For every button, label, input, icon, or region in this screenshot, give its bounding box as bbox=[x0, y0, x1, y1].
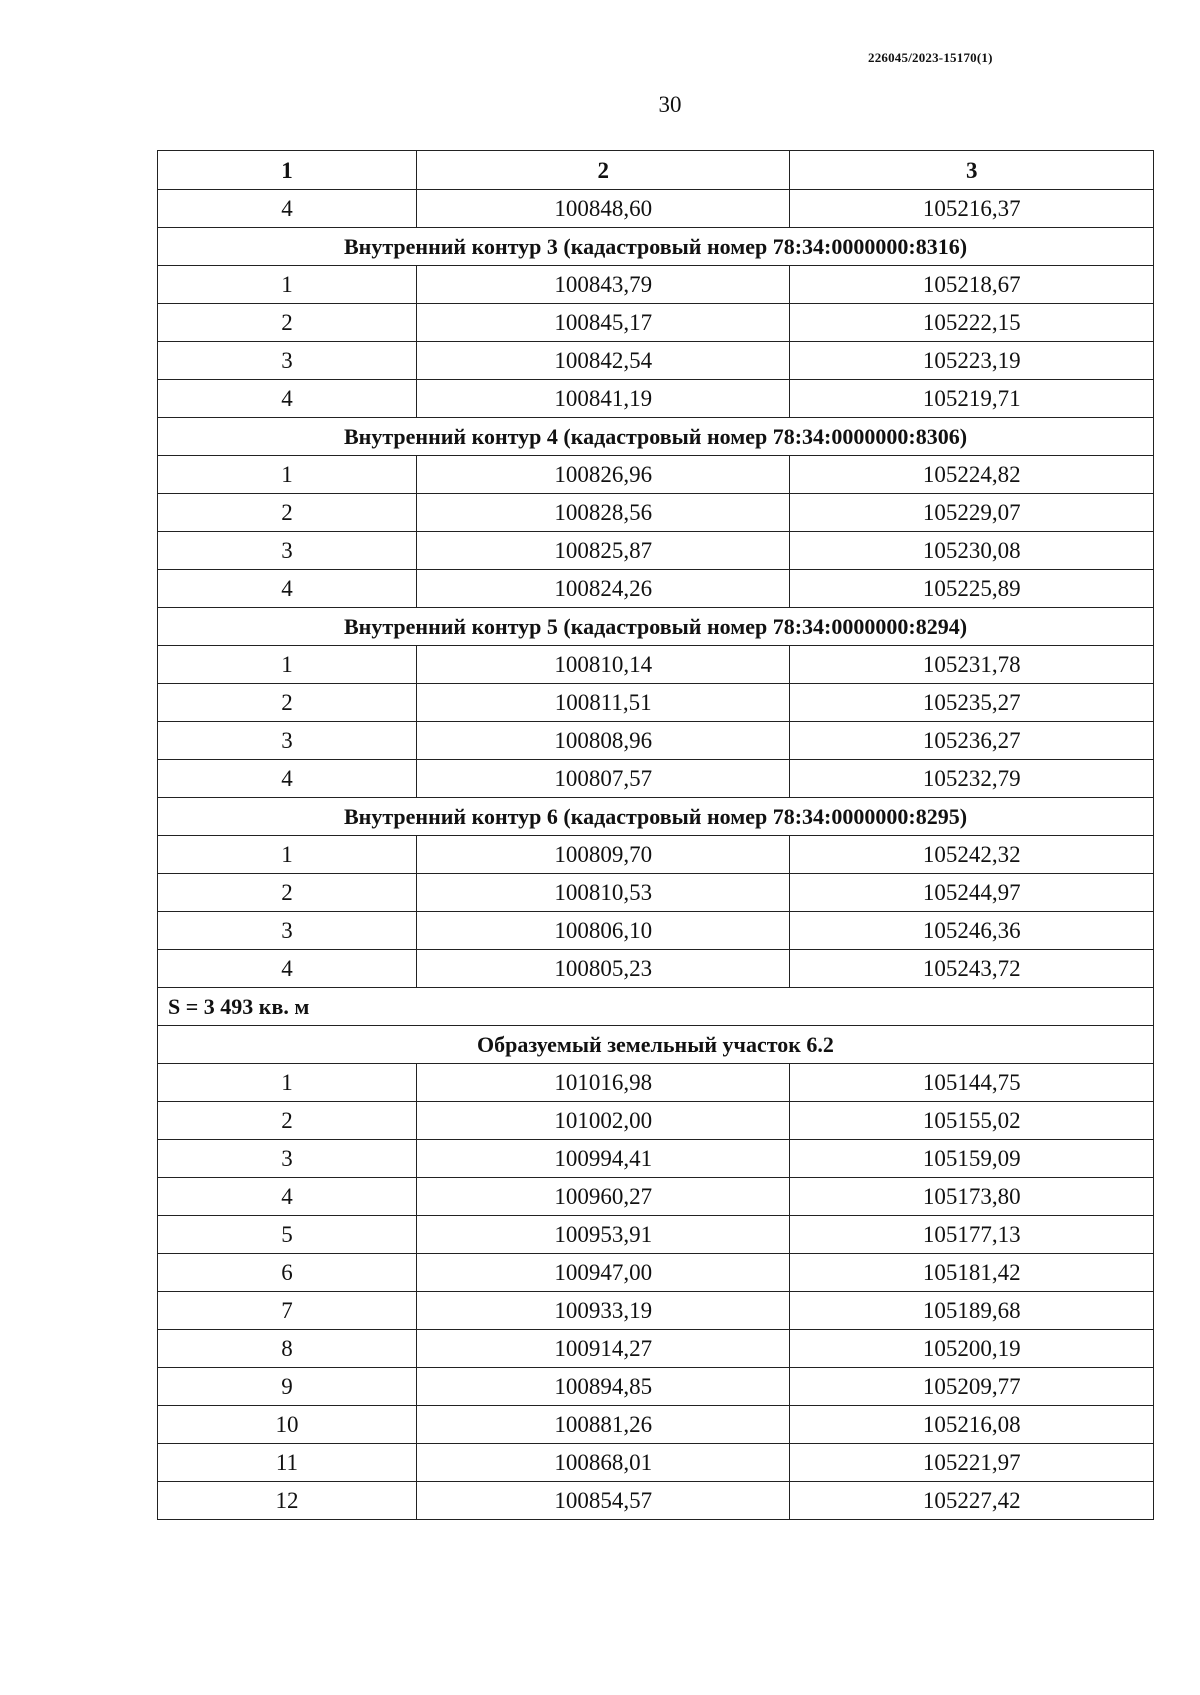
x-coordinate-cell: 100845,17 bbox=[416, 304, 790, 342]
table-row bbox=[158, 1254, 1154, 1292]
table-row bbox=[158, 532, 1154, 570]
x-coordinate-cell: 100881,26 bbox=[416, 1406, 790, 1444]
table-row bbox=[158, 1064, 1154, 1102]
table-row bbox=[158, 722, 1154, 760]
y-coordinate-cell: 105231,78 bbox=[790, 646, 1154, 684]
table-row bbox=[158, 342, 1154, 380]
y-coordinate-cell: 105232,79 bbox=[790, 760, 1154, 798]
y-coordinate-cell: 105236,27 bbox=[790, 722, 1154, 760]
coordinates-table-container bbox=[157, 150, 1154, 1520]
table-row bbox=[158, 1178, 1154, 1216]
point-number-cell: 5 bbox=[158, 1216, 417, 1254]
y-coordinate-cell: 105244,97 bbox=[790, 874, 1154, 912]
table-body bbox=[158, 190, 1154, 1520]
y-coordinate-cell: 105227,42 bbox=[790, 1482, 1154, 1520]
column-header-1: 1 bbox=[158, 151, 417, 190]
point-number-cell: 3 bbox=[158, 1140, 417, 1178]
y-coordinate-cell: 105216,08 bbox=[790, 1406, 1154, 1444]
column-header-2: 2 bbox=[416, 151, 790, 190]
point-number-cell: 10 bbox=[158, 1406, 417, 1444]
table-row bbox=[158, 950, 1154, 988]
y-coordinate-cell: 105200,19 bbox=[790, 1330, 1154, 1368]
x-coordinate-cell: 100828,56 bbox=[416, 494, 790, 532]
table-row bbox=[158, 304, 1154, 342]
table-row bbox=[158, 456, 1154, 494]
section-header-row bbox=[158, 608, 1154, 646]
point-number-cell: 4 bbox=[158, 570, 417, 608]
table-row bbox=[158, 1444, 1154, 1482]
y-coordinate-cell: 105177,13 bbox=[790, 1216, 1154, 1254]
section-title: Внутренний контур 3 (кадастровый номер 78:34:0000000:8316) bbox=[158, 228, 1154, 266]
point-number-cell: 3 bbox=[158, 532, 417, 570]
y-coordinate-cell: 105221,97 bbox=[790, 1444, 1154, 1482]
point-number-cell: 4 bbox=[158, 760, 417, 798]
y-coordinate-cell: 105224,82 bbox=[790, 456, 1154, 494]
x-coordinate-cell: 100811,51 bbox=[416, 684, 790, 722]
table-row bbox=[158, 380, 1154, 418]
x-coordinate-cell: 100806,10 bbox=[416, 912, 790, 950]
column-header-3: 3 bbox=[790, 151, 1154, 190]
y-coordinate-cell: 105246,36 bbox=[790, 912, 1154, 950]
point-number-cell: 3 bbox=[158, 722, 417, 760]
table-row bbox=[158, 1140, 1154, 1178]
x-coordinate-cell: 100854,57 bbox=[416, 1482, 790, 1520]
document-id: 226045/2023-15170(1) bbox=[868, 50, 993, 65]
x-coordinate-cell: 100914,27 bbox=[416, 1330, 790, 1368]
x-coordinate-cell: 100824,26 bbox=[416, 570, 790, 608]
point-number-cell: 1 bbox=[158, 836, 417, 874]
y-coordinate-cell: 105230,08 bbox=[790, 532, 1154, 570]
y-coordinate-cell: 105242,32 bbox=[790, 836, 1154, 874]
section-header-row bbox=[158, 798, 1154, 836]
y-coordinate-cell: 105181,42 bbox=[790, 1254, 1154, 1292]
y-coordinate-cell: 105229,07 bbox=[790, 494, 1154, 532]
y-coordinate-cell: 105219,71 bbox=[790, 380, 1154, 418]
x-coordinate-cell: 100947,00 bbox=[416, 1254, 790, 1292]
table-row bbox=[158, 1216, 1154, 1254]
table-row bbox=[158, 684, 1154, 722]
point-number-cell: 2 bbox=[158, 1102, 417, 1140]
point-number-cell: 2 bbox=[158, 874, 417, 912]
point-number-cell: 1 bbox=[158, 646, 417, 684]
table-row bbox=[158, 266, 1154, 304]
x-coordinate-cell: 100960,27 bbox=[416, 1178, 790, 1216]
point-number-cell: 4 bbox=[158, 190, 417, 228]
table-row bbox=[158, 190, 1154, 228]
point-number-cell: 7 bbox=[158, 1292, 417, 1330]
point-number-cell: 4 bbox=[158, 1178, 417, 1216]
section-header-row bbox=[158, 418, 1154, 456]
y-coordinate-cell: 105173,80 bbox=[790, 1178, 1154, 1216]
x-coordinate-cell: 100933,19 bbox=[416, 1292, 790, 1330]
section-header-row bbox=[158, 1026, 1154, 1064]
point-number-cell: 4 bbox=[158, 380, 417, 418]
section-title: Образуемый земельный участок 6.2 bbox=[158, 1026, 1154, 1064]
table-row bbox=[158, 1102, 1154, 1140]
coordinates-table bbox=[157, 150, 1154, 1520]
point-number-cell: 6 bbox=[158, 1254, 417, 1292]
point-number-cell: 1 bbox=[158, 1064, 417, 1102]
section-title: Внутренний контур 6 (кадастровый номер 78:34:0000000:8295) bbox=[158, 798, 1154, 836]
table-row bbox=[158, 570, 1154, 608]
x-coordinate-cell: 100868,01 bbox=[416, 1444, 790, 1482]
y-coordinate-cell: 105144,75 bbox=[790, 1064, 1154, 1102]
y-coordinate-cell: 105235,27 bbox=[790, 684, 1154, 722]
point-number-cell: 8 bbox=[158, 1330, 417, 1368]
point-number-cell: 1 bbox=[158, 266, 417, 304]
table-row bbox=[158, 1406, 1154, 1444]
point-number-cell: 9 bbox=[158, 1368, 417, 1406]
y-coordinate-cell: 105189,68 bbox=[790, 1292, 1154, 1330]
y-coordinate-cell: 105216,37 bbox=[790, 190, 1154, 228]
table-header-row bbox=[158, 151, 1154, 190]
point-number-cell: 12 bbox=[158, 1482, 417, 1520]
page-number: 30 bbox=[658, 92, 682, 117]
table-row bbox=[158, 874, 1154, 912]
table-row bbox=[158, 494, 1154, 532]
x-coordinate-cell: 100841,19 bbox=[416, 380, 790, 418]
table-row bbox=[158, 1368, 1154, 1406]
x-coordinate-cell: 100825,87 bbox=[416, 532, 790, 570]
x-coordinate-cell: 100894,85 bbox=[416, 1368, 790, 1406]
point-number-cell: 2 bbox=[158, 494, 417, 532]
x-coordinate-cell: 100807,57 bbox=[416, 760, 790, 798]
point-number-cell: 2 bbox=[158, 684, 417, 722]
y-coordinate-cell: 105225,89 bbox=[790, 570, 1154, 608]
x-coordinate-cell: 100805,23 bbox=[416, 950, 790, 988]
x-coordinate-cell: 100826,96 bbox=[416, 456, 790, 494]
y-coordinate-cell: 105159,09 bbox=[790, 1140, 1154, 1178]
x-coordinate-cell: 100810,14 bbox=[416, 646, 790, 684]
area-label: S = 3 493 кв. м bbox=[158, 988, 1154, 1026]
point-number-cell: 1 bbox=[158, 456, 417, 494]
x-coordinate-cell: 101016,98 bbox=[416, 1064, 790, 1102]
x-coordinate-cell: 100808,96 bbox=[416, 722, 790, 760]
table-row bbox=[158, 646, 1154, 684]
x-coordinate-cell: 100994,41 bbox=[416, 1140, 790, 1178]
y-coordinate-cell: 105155,02 bbox=[790, 1102, 1154, 1140]
section-header-row bbox=[158, 228, 1154, 266]
y-coordinate-cell: 105218,67 bbox=[790, 266, 1154, 304]
point-number-cell: 3 bbox=[158, 342, 417, 380]
x-coordinate-cell: 101002,00 bbox=[416, 1102, 790, 1140]
area-row bbox=[158, 988, 1154, 1026]
y-coordinate-cell: 105209,77 bbox=[790, 1368, 1154, 1406]
y-coordinate-cell: 105222,15 bbox=[790, 304, 1154, 342]
section-title: Внутренний контур 4 (кадастровый номер 78:34:0000000:8306) bbox=[158, 418, 1154, 456]
x-coordinate-cell: 100809,70 bbox=[416, 836, 790, 874]
point-number-cell: 4 bbox=[158, 950, 417, 988]
point-number-cell: 3 bbox=[158, 912, 417, 950]
point-number-cell: 2 bbox=[158, 304, 417, 342]
table-row bbox=[158, 1482, 1154, 1520]
table-row bbox=[158, 912, 1154, 950]
table-row bbox=[158, 1292, 1154, 1330]
x-coordinate-cell: 100953,91 bbox=[416, 1216, 790, 1254]
table-row bbox=[158, 760, 1154, 798]
x-coordinate-cell: 100842,54 bbox=[416, 342, 790, 380]
point-number-cell: 11 bbox=[158, 1444, 417, 1482]
x-coordinate-cell: 100810,53 bbox=[416, 874, 790, 912]
table-row bbox=[158, 836, 1154, 874]
table-row bbox=[158, 1330, 1154, 1368]
x-coordinate-cell: 100848,60 bbox=[416, 190, 790, 228]
y-coordinate-cell: 105223,19 bbox=[790, 342, 1154, 380]
x-coordinate-cell: 100843,79 bbox=[416, 266, 790, 304]
section-title: Внутренний контур 5 (кадастровый номер 78:34:0000000:8294) bbox=[158, 608, 1154, 646]
y-coordinate-cell: 105243,72 bbox=[790, 950, 1154, 988]
